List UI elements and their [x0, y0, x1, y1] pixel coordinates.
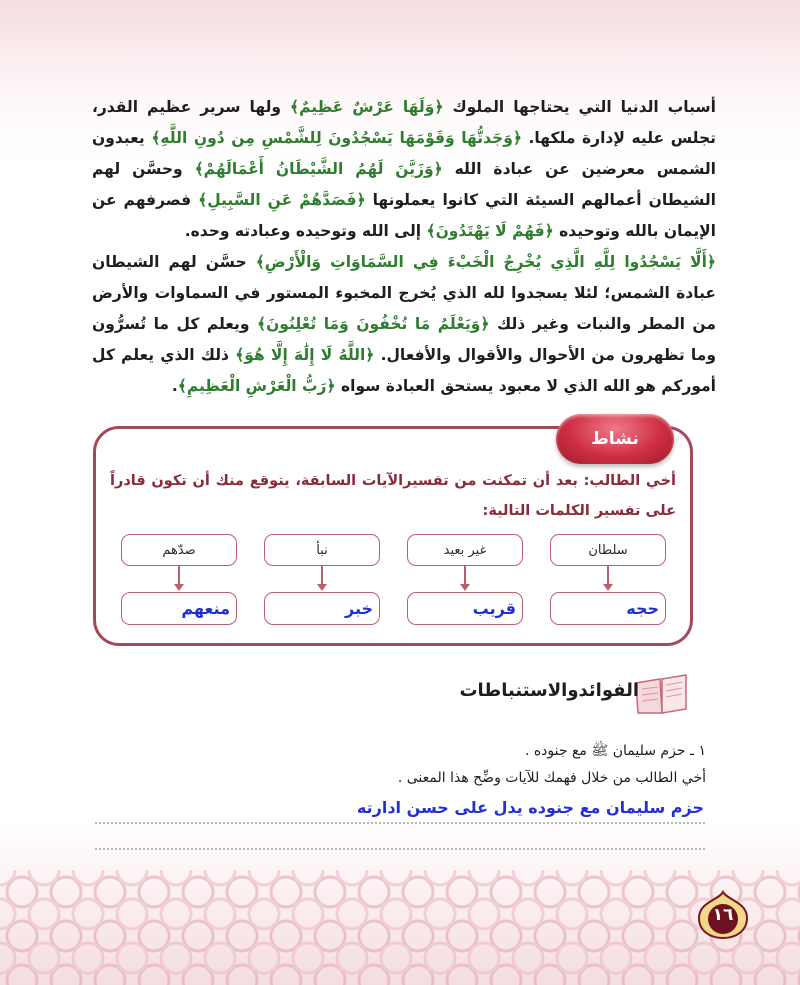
arrow-down-icon: [460, 584, 470, 591]
open-book-icon: [632, 673, 690, 717]
quran-verse: ﴿وَزَيَّنَ لَهُمُ الشَّيْطَانُ أَعْمَالَهُمْ﴾: [194, 160, 443, 178]
text-segment: .: [171, 377, 178, 395]
quran-verse: ﴿فَهُمْ لَا يَهْتَدُونَ﴾: [426, 222, 554, 240]
vocab-pair: [550, 534, 666, 629]
answer-field[interactable]: منعهم: [121, 592, 237, 625]
quran-verse: ﴿أَلَّا يَسْجُدُوا لِلَّهِ الَّذِي يُخْرِجُ الْخَبْءَ فِي السَّمَاوَاتِ وَالْأَرْضِ﴾: [255, 253, 716, 271]
quran-verse: ﴿فَصَدَّهُمْ عَنِ السَّبِيلِ﴾: [198, 191, 366, 209]
benefit-answer[interactable]: حزم سليمان مع جنوده يدل على حسن ادارته: [356, 798, 704, 817]
answer-field[interactable]: حجه: [550, 592, 666, 625]
benefit-prompt: أخي الطالب من خلال فهمك للآيات وضِّح هذا المعنى .: [397, 770, 706, 786]
text-segment: فصرفهم عن الإيمان بالله وتوحيده: [92, 191, 716, 240]
activity-badge: نشاط: [556, 414, 674, 464]
activity-instruction: أخي الطالب: بعد أن تمكنت من تفسيرالآيات السابقة، يتوقع منك أن تكون قادراً على تفسير الكلمات التالية:: [110, 473, 676, 519]
text-segment: يعبدون الشمس معرضين عن عبادة الله: [92, 129, 716, 178]
text-segment: أسباب الدنيا التي يحتاجها الملوك: [452, 98, 716, 116]
vocab-word: نبأ: [264, 534, 380, 566]
arrow-down-icon: [174, 584, 184, 591]
dotted-writing-line: [95, 822, 705, 824]
page-number: [697, 890, 749, 940]
text-segment: حسَّن لهم الشيطان عبادة الشمس؛ لئلا يسجدوا لله الذي يُخرج المخبوء المستور في السماوات والأرض من المطر والنبات وغير ذلك: [92, 253, 716, 333]
page-number-text: ١٦: [712, 905, 734, 925]
arrow-line: [464, 566, 466, 586]
arrow-line: [178, 566, 180, 586]
vocab-word: غير بعيد: [407, 534, 523, 566]
vocab-word: صدّهم: [121, 534, 237, 566]
text-segment: ولها سرير عظيم القدر، تجلس عليه لإدارة ملكها.: [92, 98, 716, 147]
vocab-word: سلطان: [550, 534, 666, 566]
arrow-down-icon: [317, 584, 327, 591]
decorative-footer-pattern: [0, 870, 800, 985]
answer-field[interactable]: قريب: [407, 592, 523, 625]
vocab-pair: [264, 534, 380, 629]
quran-verse: ﴿وَجَدتُّهَا وَقَوْمَهَا يَسْجُدُونَ لِلشَّمْسِ مِن دُونِ اللَّهِ﴾: [151, 129, 522, 147]
arrow-line: [321, 566, 323, 586]
text-segment: وحسَّن لهم الشيطان أعمالهم السيئة التي كانوا يعملونها: [92, 160, 716, 209]
quran-verse: ﴿اللَّهُ لَا إِلَٰهَ إِلَّا هُوَ﴾: [235, 346, 375, 364]
vocab-pair: [121, 534, 237, 629]
answer-field[interactable]: خبر: [264, 592, 380, 625]
quran-verse: ﴿وَيَعْلَمُ مَا تُخْفُونَ وَمَا تُعْلِنُونَ﴾: [257, 315, 490, 333]
benefits-title: الفوائدوالاستنباطات: [459, 680, 639, 701]
quran-verse: ﴿رَبُّ الْعَرْشِ الْعَظِيمِ﴾: [177, 377, 336, 395]
benefit-item: ١ ـ حزم سليمان ﷺ مع جنوده .: [524, 743, 706, 759]
text-segment: ويعلم كل ما تُسرُّون وما تظهرون من الأحوال والأقوال والأفعال.: [92, 315, 716, 364]
arrow-down-icon: [603, 584, 613, 591]
text-segment: ذلك الذي يعلم كل أموركم هو الله الذي لا معبود يستحق العبادة سواه: [92, 346, 716, 395]
quran-verse: ﴿وَلَهَا عَرْشٌ عَظِيمٌ﴾: [290, 98, 444, 116]
arrow-line: [607, 566, 609, 586]
dotted-writing-line: [95, 848, 705, 850]
vocab-pair: [407, 534, 523, 629]
tafsir-paragraph: [92, 92, 716, 402]
text-segment: إلى الله وتوحيده وعبادته وحده.: [184, 222, 422, 240]
